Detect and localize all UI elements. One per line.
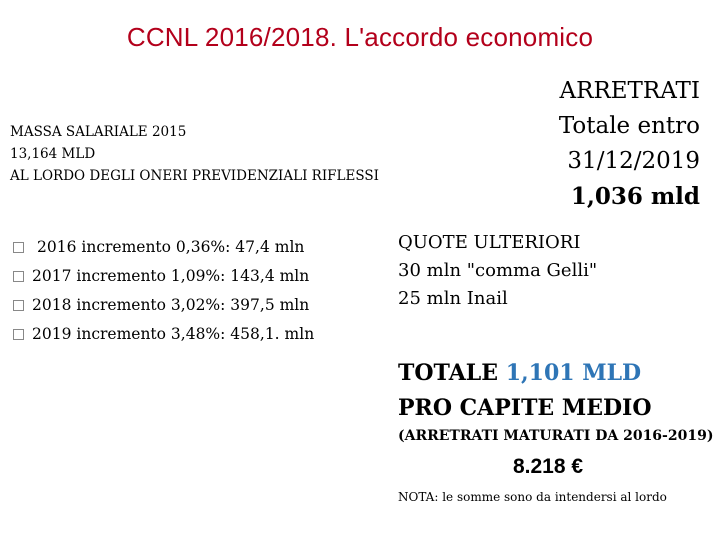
list-item [13, 291, 314, 320]
increment-text: 2018 incremento 3,02%: 397,5 mln [32, 296, 310, 314]
page-title: CCNL 2016/2018. L'accordo economico [126, 22, 594, 52]
arretrati-total: 1,036 mld [570, 183, 700, 210]
arretrati-heading: ARRETRATI [559, 78, 700, 104]
increment-text: 2019 incremento 3,48%: 458,1. mln [32, 325, 315, 343]
increment-text: 2016 incremento 0,36%: 47,4 mln [37, 238, 305, 256]
quote-inail: 25 mln Inail [398, 288, 508, 309]
quote-gelli: 30 mln "comma Gelli" [398, 260, 598, 281]
footnote: NOTA: le somme sono da intendersi al lordo [398, 490, 667, 504]
checkbox-icon [13, 271, 24, 282]
arretrati-block [559, 74, 700, 214]
checkbox-icon [13, 300, 24, 311]
massa-value: 13,164 MLD [10, 146, 96, 162]
checkbox-icon [13, 242, 24, 253]
totale-line [398, 356, 652, 391]
arretrati-maturati-note: (ARRETRATI MATURATI DA 2016-2019) [398, 428, 714, 444]
increment-list [13, 233, 314, 349]
massa-salariale-block [10, 121, 379, 187]
totale-value: 1,101 MLD [505, 360, 642, 386]
totale-label: TOTALE [398, 360, 499, 386]
massa-note: AL LORDO DEGLI ONERI PREVIDENZIALI RIFLESSI [10, 168, 379, 184]
list-item [13, 233, 314, 262]
procapite-label: PRO CAPITE MEDIO [398, 395, 652, 421]
arretrati-subheading: Totale entro [558, 113, 700, 139]
list-item [13, 320, 314, 349]
quote-ulteriori-block [398, 229, 597, 313]
arretrati-date: 31/12/2019 [567, 148, 700, 174]
totale-block [398, 356, 652, 426]
quote-heading: QUOTE ULTERIORI [398, 232, 581, 253]
checkbox-icon [13, 329, 24, 340]
list-item [13, 262, 314, 291]
massa-label: MASSA SALARIALE 2015 [10, 124, 187, 140]
increment-text: 2017 incremento 1,09%: 143,4 mln [32, 267, 310, 285]
procapite-amount: 8.218 € [512, 455, 584, 478]
